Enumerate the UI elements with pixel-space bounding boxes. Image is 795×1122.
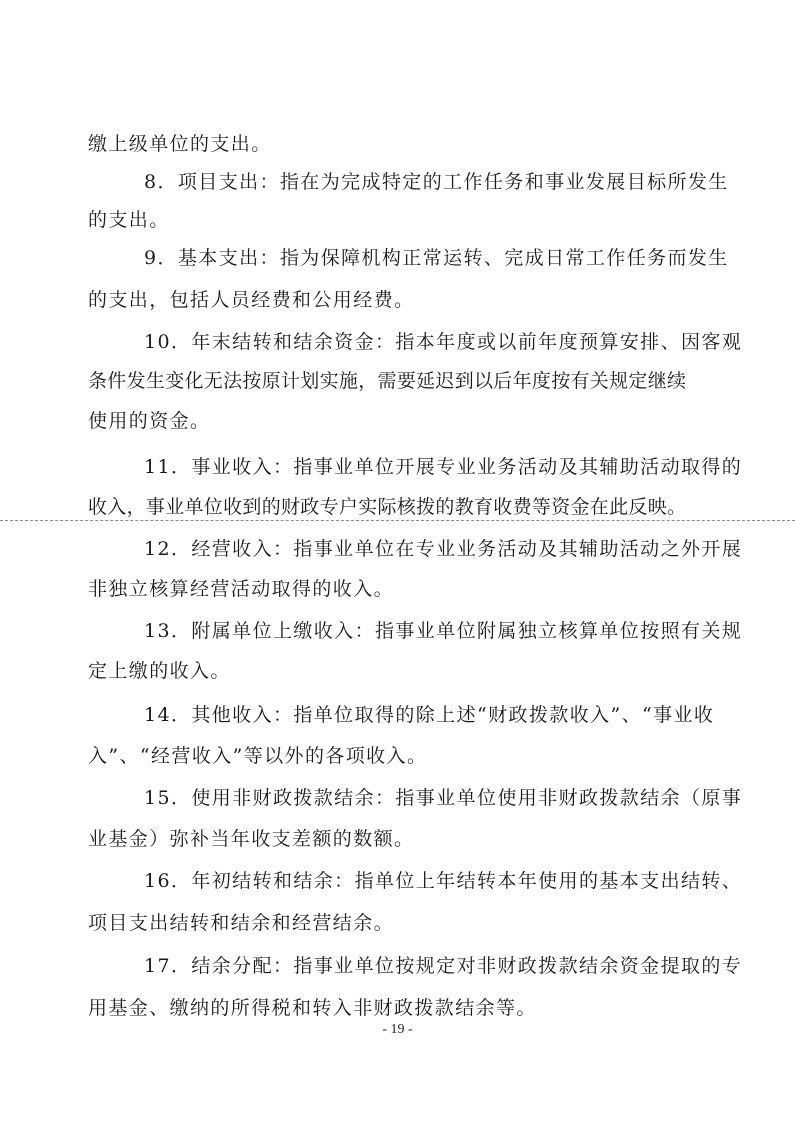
text-line: 缴上级单位的支出。 [88,133,272,155]
text-line: 定上缴的收入。 [88,660,231,682]
text-line: 收入，事业单位收到的财政专户实际核拨的教育收费等资金在此反映。 [88,496,687,518]
text-line: 条件发生变化无法按原计划实施，需要延迟到以后年度按有关规定继续 [88,370,687,392]
item-13-heading-line: 13．附属单位上缴收入：指事业单位附属独立核算单位按照有关规 [144,620,743,642]
text-line: 用基金、缴纳的所得税和转入非财政拨款结余等。 [88,997,537,1019]
page-number: - 19 - [382,1022,413,1037]
item-15-heading-line: 15．使用非财政拨款结余：指事业单位使用非财政拨款结余（原事 [144,787,743,809]
item-10-heading-line: 10．年末结转和结余资金：指本年度或以前年度预算安排、因客观 [144,331,743,353]
text-line: 入”、“经营收入”等以外的各项收入。 [88,745,428,767]
item-16-heading-line: 16．年初结转和结余：指单位上年结转本年使用的基本支出结转、 [144,870,743,892]
text-line: 非独立核算经营活动取得的收入。 [88,578,395,600]
text-line: 业基金）弥补当年收支差额的数额。 [88,828,415,850]
item-11-heading-line: 11．事业收入：指事业单位开展专业业务活动及其辅助活动取得的 [144,456,743,478]
dashed-divider [0,520,795,521]
text-line: 的支出。 [88,209,170,231]
text-line: 的支出，包括人员经费和公用经费。 [88,289,415,311]
item-14-heading-line: 14．其他收入：指单位取得的除上述“财政拨款收入”、“事业收 [144,704,715,726]
text-line: 使用的资金。 [88,410,211,432]
text-line: 项目支出结转和结余和经营结余。 [88,912,395,934]
item-8-heading-line: 8．项目支出：指在为完成特定的工作任务和事业发展目标所发生 [144,171,729,193]
item-9-heading-line: 9．基本支出：指为保障机构正常运转、完成日常工作任务而发生 [144,247,729,269]
item-12-heading-line: 12．经营收入：指事业单位在专业业务活动及其辅助活动之外开展 [144,538,743,560]
item-17-heading-line: 17．结余分配：指事业单位按规定对非财政拨款结余资金提取的专 [144,955,743,977]
